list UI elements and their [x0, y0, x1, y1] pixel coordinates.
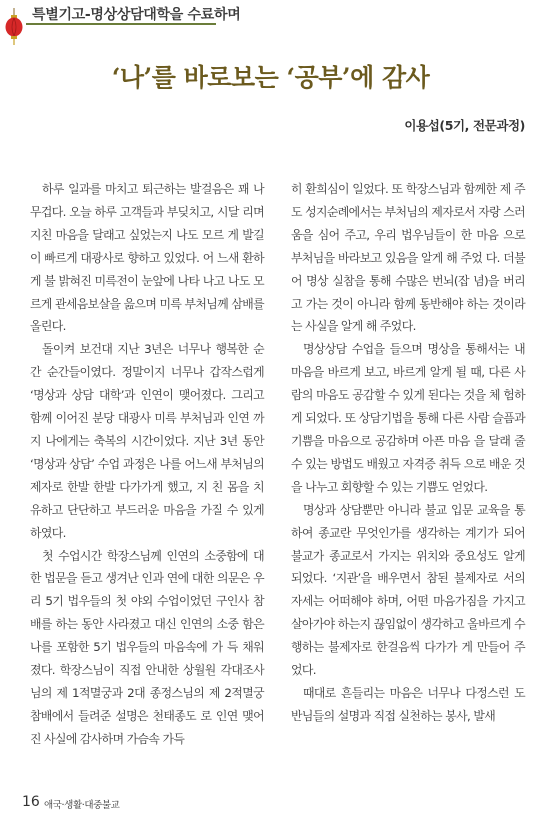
right-column	[291, 178, 525, 728]
paragraph: 첫 수업시간 학장스님께 인연의 소중함에 대 한 법문을 듣고 생겨난 인과 연에 대한 의문은 우리 5기 법우들의 첫 야외 수업이었던 구인사 참배를 하는 동안 사라졌고 대신 인연의 소중 함은 나를 포함한 5기 법우들의 마음속에 가 득 채워졌다. 학장스님이 직접 안내한 상월원 각대조사님의 제 1적멸궁과 2대 종정스님의 제 2적멸궁 참배에서 들려준 설명은 천태종도 로 인연 맺어진 사실에 감사하며 가슴속 가득	[30, 548, 264, 746]
paragraph: 히 환희심이 일었다. 또 학장스님과 함께한 제 주도 성지순례에서는 부처님의 제자로서 자랑 스러움을 심어 주고, 우리 법우님들이 한 마음 으로 부처님을 바라보고 있음을 알게 해 주었 다. 더불어 명상 실참을 통해 수많은 번뇌(잡 념)을 버리고 가는 것이 아니라 함께 동반해야 하는 것이라는 사실을 알게 해 주었다.	[291, 182, 525, 334]
paragraph: 하루 일과를 마치고 퇴근하는 발걸음은 꽤 나 무겁다. 오늘 하루 고객들과 부딪치고, 시달 리며 지친 마음을 달래고 싶었는지 나도 모르 게 발길이 빠르게 대광사로 향하고 있었다. 어 느새 환하게 불 밝혀진 미륵전이 눈앞에 나타 나고 나도 모르게 관세음보살을 읊으며 미륵 부처님께 삼배를 올린다.	[30, 182, 264, 334]
lantern-icon	[4, 8, 24, 46]
magazine-name: 애국·생활·대중불교	[44, 800, 120, 811]
paragraph: 명상과 상담뿐만 아니라 불교 입문 교육을 통하여 종교란 무엇인가를 생각하는 계기가 되어 불교가 종교로서 가지는 위치와 중요성도 알게 되었다. ‘지관’을 배우면서 참된 불제자로 서의 자세는 어떠해야 하며, 어떤 마음가짐을 가지고 살아가야 하는지 끊임없이 생각하고 올바르게 수행하는 불제자로 한걸음씩 다가가 게 만들어 주었다.	[291, 502, 525, 678]
paragraph: 돌이켜 보건대 지난 3년은 너무나 행복한 순 간 순간들이였다. 정말이지 너무나 갑작스럽게 ‘명상과 상담 대학’과 인연이 맺어졌다. 그리고 함께 이어진 분당 대광사 미륵 부처님과 인연 까지 나에게는 축복의 시간이었다. 지난 3년 동안 ‘명상과 상담’ 수업 과정은 나를 어느새 부처님의 제자로 한발 한발 다가가게 했고, 지 친 몸을 치유하고 단단하고 부드러운 마음을 가질 수 있게 하였다.	[30, 342, 264, 540]
paragraph: 때대로 흔들리는 마음은 너무나 다정스런 도반님들의 설명과 직접 실천하는 봉사, 발새	[291, 685, 525, 723]
section-label: 특별기고-명상상담대학을 수료하며	[32, 7, 241, 23]
paragraph: 명상상담 수업을 들으며 명상을 통해서는 내 마음을 바르게 보고, 바르게 알게 될 때, 다른 사람의 마음도 공감할 수 있게 된다는 것을 체 험하게 되었다. 또 상담기법을 통해 다른 사람 슬픔과 기쁨을 마음으로 공감하며 아픈 마음 을 달래 줄 수 있는 방법도 배웠고 자격증 취득 으로 배운 것을 나누고 회향할 수 있는 기쁨도 얻었다.	[291, 342, 525, 494]
article-author: 이용섭(5기, 전문과정)	[404, 118, 525, 133]
left-column	[30, 178, 264, 751]
article-title: ‘나’를 바로보는 ‘공부’에 감사	[111, 63, 430, 92]
page-number: 16	[22, 794, 40, 810]
